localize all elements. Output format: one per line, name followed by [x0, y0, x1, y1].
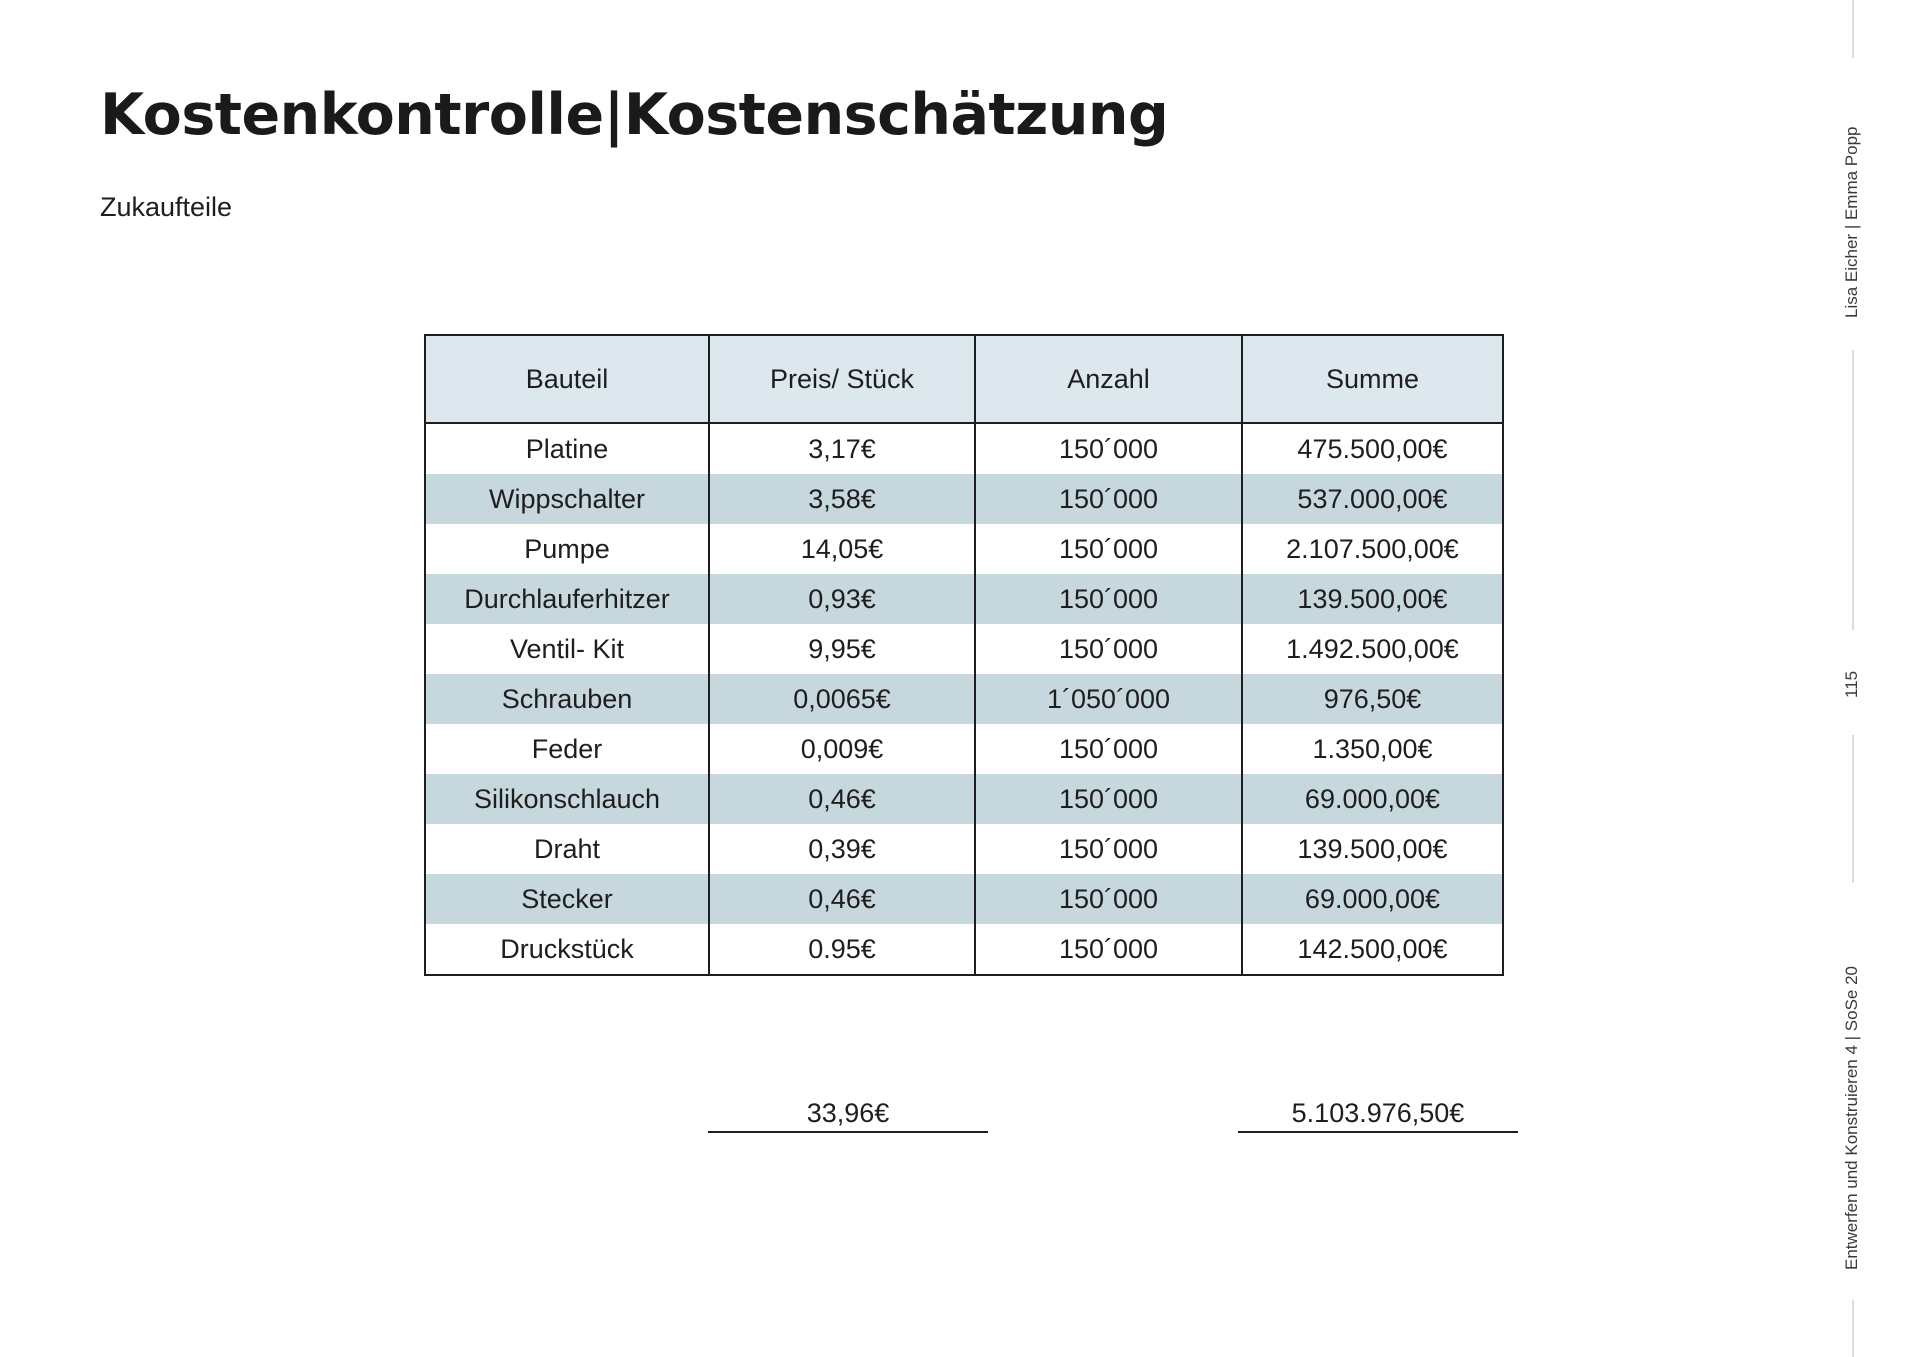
header-bauteil: Bauteil: [425, 335, 709, 423]
table-row: [425, 423, 1503, 474]
table-row: [425, 624, 1503, 674]
cell-anzahl: 1´050´000: [975, 674, 1242, 724]
table-row: [425, 924, 1503, 975]
total-sum: 5.103.976,50€: [1238, 1098, 1518, 1133]
rail-divider: [1852, 0, 1854, 58]
table-row: [425, 724, 1503, 774]
table-row: [425, 524, 1503, 574]
cell-bauteil: Silikonschlauch: [425, 774, 709, 824]
cell-summe: 2.107.500,00€: [1242, 524, 1503, 574]
cell-summe: 139.500,00€: [1242, 824, 1503, 874]
cell-preis: 0.95€: [709, 924, 975, 975]
cell-bauteil: Platine: [425, 423, 709, 474]
cell-preis: 0,009€: [709, 724, 975, 774]
cell-summe: 1.350,00€: [1242, 724, 1503, 774]
sidebar-course: Entwerfen und Konstruieren 4 | SoSe 20: [1842, 966, 1861, 1270]
table-row: [425, 874, 1503, 924]
header-anzahl: Anzahl: [975, 335, 1242, 423]
cell-anzahl: 150´000: [975, 724, 1242, 774]
header-preis: Preis/ Stück: [709, 335, 975, 423]
sidebar-authors: Lisa Eicher | Emma Popp: [1842, 126, 1861, 318]
cell-anzahl: 150´000: [975, 874, 1242, 924]
cell-preis: 3,58€: [709, 474, 975, 524]
cell-bauteil: Durchlauferhitzer: [425, 574, 709, 624]
cell-preis: 14,05€: [709, 524, 975, 574]
cell-summe: 1.492.500,00€: [1242, 624, 1503, 674]
table-row: [425, 824, 1503, 874]
cell-anzahl: 150´000: [975, 924, 1242, 975]
cell-bauteil: Ventil- Kit: [425, 624, 709, 674]
table-row: [425, 474, 1503, 524]
cell-bauteil: Druckstück: [425, 924, 709, 975]
rail-divider: [1852, 735, 1854, 883]
cell-anzahl: 150´000: [975, 474, 1242, 524]
cell-bauteil: Draht: [425, 824, 709, 874]
cell-anzahl: 150´000: [975, 774, 1242, 824]
cell-summe: 475.500,00€: [1242, 423, 1503, 474]
cell-summe: 976,50€: [1242, 674, 1503, 724]
sidebar-page-number: 115: [1842, 670, 1861, 698]
cell-anzahl: 150´000: [975, 574, 1242, 624]
page-title: Kostenkontrolle|Kostenschätzung: [100, 82, 1169, 148]
cell-preis: 0,46€: [709, 774, 975, 824]
cell-anzahl: 150´000: [975, 824, 1242, 874]
cell-bauteil: Schrauben: [425, 674, 709, 724]
rail-divider: [1852, 350, 1854, 630]
total-price: 33,96€: [708, 1098, 988, 1133]
cell-anzahl: 150´000: [975, 524, 1242, 574]
cost-table: [424, 334, 1504, 976]
cell-summe: 139.500,00€: [1242, 574, 1503, 624]
cell-summe: 69.000,00€: [1242, 874, 1503, 924]
cell-preis: 0,93€: [709, 574, 975, 624]
table-row: [425, 574, 1503, 624]
table-row: [425, 774, 1503, 824]
cell-bauteil: Pumpe: [425, 524, 709, 574]
cell-preis: 0,39€: [709, 824, 975, 874]
cell-anzahl: 150´000: [975, 423, 1242, 474]
cell-preis: 9,95€: [709, 624, 975, 674]
rail-divider: [1852, 1300, 1854, 1357]
cell-preis: 0,46€: [709, 874, 975, 924]
cell-bauteil: Stecker: [425, 874, 709, 924]
header-summe: Summe: [1242, 335, 1503, 423]
page-subtitle: Zukaufteile: [100, 192, 233, 222]
cell-preis: 0,0065€: [709, 674, 975, 724]
cell-summe: 537.000,00€: [1242, 474, 1503, 524]
cell-summe: 142.500,00€: [1242, 924, 1503, 975]
cell-bauteil: Feder: [425, 724, 709, 774]
cell-bauteil: Wippschalter: [425, 474, 709, 524]
table-row: [425, 674, 1503, 724]
cell-anzahl: 150´000: [975, 624, 1242, 674]
cell-preis: 3,17€: [709, 423, 975, 474]
cell-summe: 69.000,00€: [1242, 774, 1503, 824]
table-header-row: [425, 335, 1503, 423]
